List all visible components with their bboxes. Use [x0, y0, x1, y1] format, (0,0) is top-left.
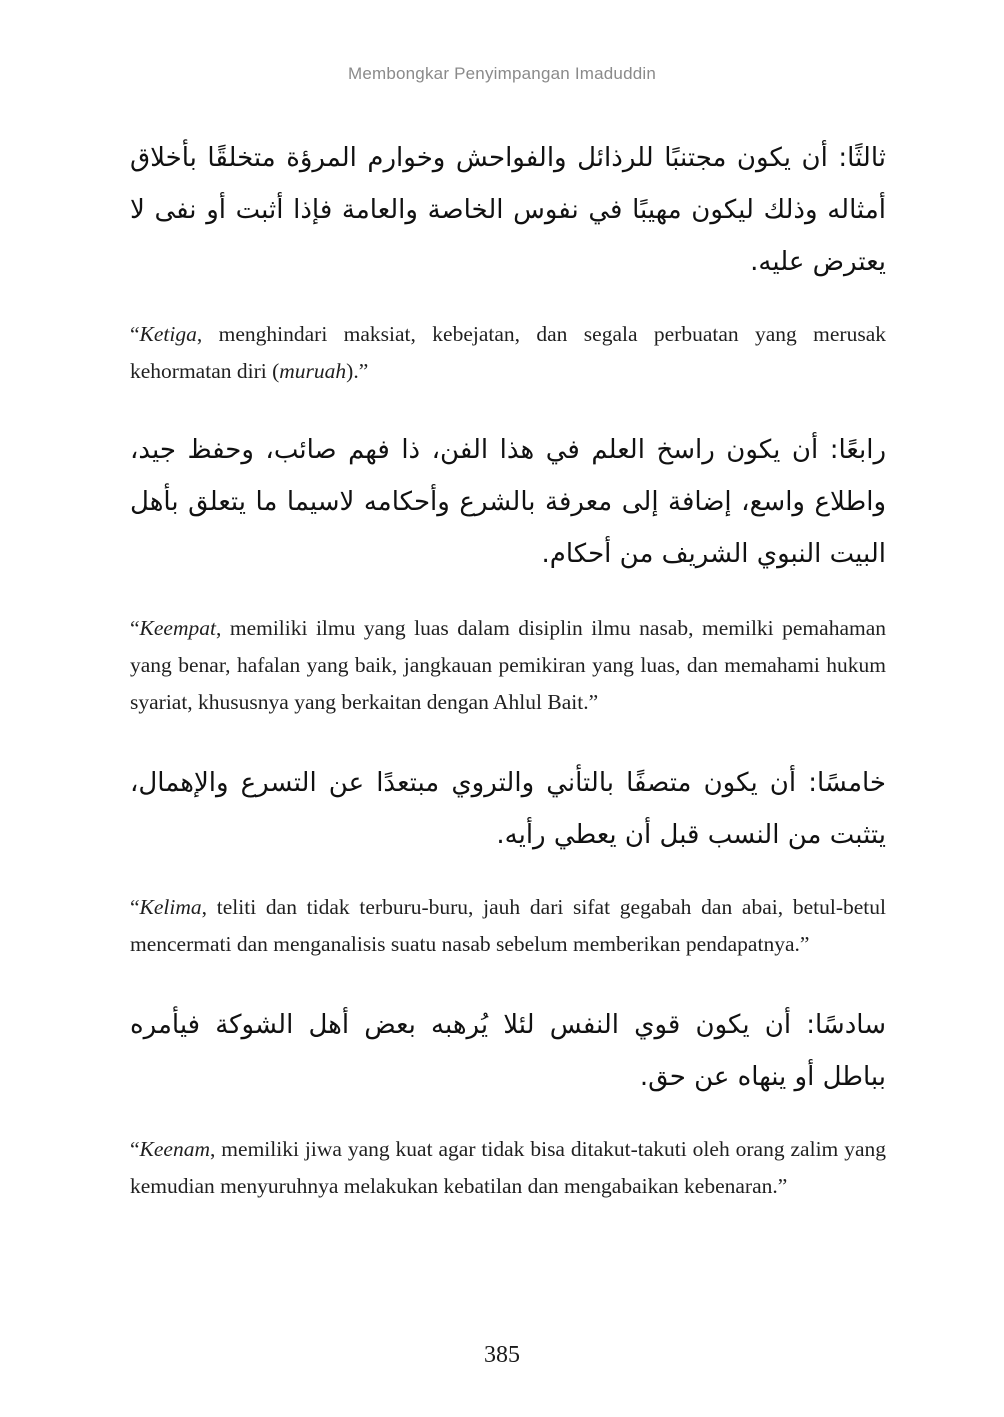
arabic-passage-fifth: خامسًا: أن يكون متصفًا بالتأني والتروي مبتعدًا عن التسرع والإهمال، يتثبت من النسب قبل أن يعطي رأيه.	[130, 768, 886, 850]
page-number: 385	[484, 1342, 520, 1368]
ordinal-term: Keenam	[139, 1137, 210, 1161]
translation-sixth	[130, 1131, 886, 1205]
ordinal-term: Kelima	[139, 895, 202, 919]
ordinal-term: Ketiga	[139, 322, 197, 346]
translation-fourth	[130, 610, 886, 721]
translation-third	[130, 316, 886, 390]
running-header: Membongkar Penyimpangan Imaduddin	[347, 64, 657, 83]
ordinal-term: Keempat	[139, 616, 216, 640]
translation-text: , teliti dan tidak terburu-buru, jauh dari sifat gegabah dan abai, betul-betul mencermati dan menganalisis suatu nasab sebelum memberikan pendapatnya.”	[130, 895, 886, 956]
term-muruah: muruah	[279, 359, 347, 383]
arabic-passage-third: ثالثًا: أن يكون مجتنبًا للرذائل والفواحش وخوارم المرؤة متخلقًا بأخلاق أمثاله وذلك ليكون مهيبًا في نفوس الخاصة والعامة فإذا أثبت أو نفى لا يعترض عليه.	[130, 143, 886, 277]
translation-text: , memiliki jiwa yang kuat agar tidak bisa ditakut-takuti oleh orang zalim yang kemudian menyuruhnya melakukan kebatilan dan mengabaikan kebenaran.”	[130, 1137, 886, 1198]
translation-fifth	[130, 889, 886, 963]
open-quote: “	[130, 1137, 140, 1161]
page-body	[130, 132, 886, 1205]
arabic-passage-sixth: سادسًا: أن يكون قوي النفس لئلا يُرهبه بعض أهل الشوكة فيأمره بباطل أو ينهاه عن حق.	[130, 1010, 886, 1092]
open-quote: “	[130, 322, 140, 346]
arabic-passage-fourth: رابعًا: أن يكون راسخ العلم في هذا الفن، ذا فهم صائب، وحفظ جيد، واطلاع واسع، إضافة إلى معرفة بالشرع وأحكامه لاسيما ما يتعلق بأهل البيت النبوي الشريف من أحكام.	[130, 435, 886, 569]
translation-text: , menghindari maksiat, kebejatan, dan segala perbuatan yang merusak kehormatan diri (	[130, 322, 886, 383]
open-quote: “	[130, 616, 140, 640]
translation-text-end: ).”	[346, 359, 369, 383]
open-quote: “	[130, 895, 140, 919]
translation-text: , memiliki ilmu yang luas dalam disiplin ilmu nasab, memilki pemahaman yang benar, hafalan yang baik, jangkauan pemikiran yang luas, dan memahami hukum syariat, khususnya yang berkaitan dengan Ahlul Bait.”	[130, 616, 886, 714]
